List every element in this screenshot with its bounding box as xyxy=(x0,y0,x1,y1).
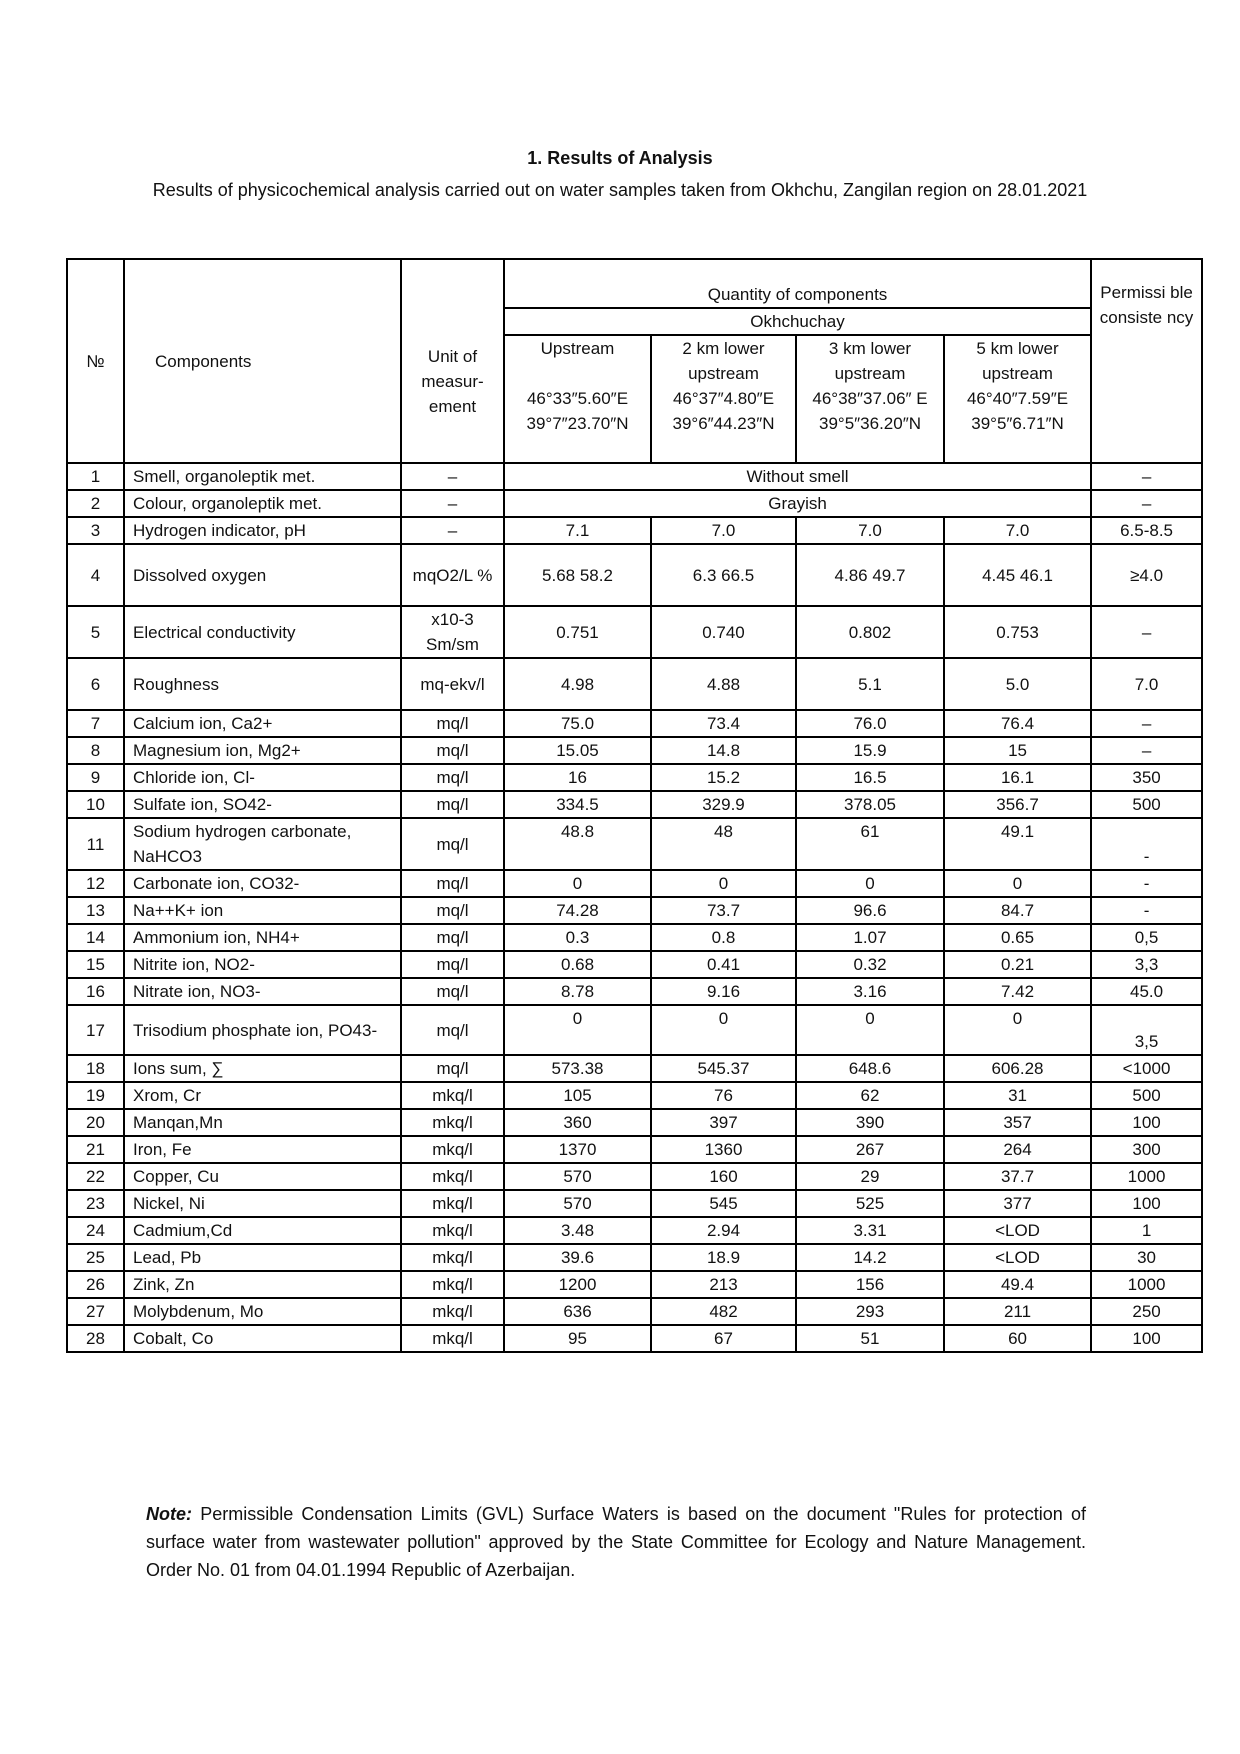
component-name: Chloride ion, Cl- xyxy=(124,764,401,791)
unit-cell: mkq/l xyxy=(401,1190,504,1217)
value-cell: 31 xyxy=(944,1082,1091,1109)
value-cell: 267 xyxy=(796,1136,944,1163)
component-name: Manqan,Mn xyxy=(124,1109,401,1136)
value-cell: 15.05 xyxy=(504,737,651,764)
value-cell: 0.41 xyxy=(651,951,796,978)
value-cell: 636 xyxy=(504,1298,651,1325)
permissible-limit-cell: 350 xyxy=(1091,764,1202,791)
value-cell: 0.65 xyxy=(944,924,1091,951)
permissible-limit-cell: 3,5 xyxy=(1091,1005,1202,1055)
value-cell: 0.740 xyxy=(651,606,796,658)
value-cell: 397 xyxy=(651,1109,796,1136)
value-cell: 570 xyxy=(504,1163,651,1190)
header-site-5km xyxy=(944,335,1091,463)
value-cell: 3.16 xyxy=(796,978,944,1005)
row-number: 11 xyxy=(67,818,124,870)
unit-cell: x10-3 Sm/sm xyxy=(401,606,504,658)
site-name: 5 km lower upstream xyxy=(976,339,1059,383)
component-name: Iron, Fe xyxy=(124,1136,401,1163)
value-cell: <LOD xyxy=(944,1244,1091,1271)
value-cell: 49.1 xyxy=(944,818,1091,870)
component-name: Lead, Pb xyxy=(124,1244,401,1271)
table-row xyxy=(67,818,1202,870)
table-row xyxy=(67,544,1202,606)
value-cell: 76.0 xyxy=(796,710,944,737)
row-number: 25 xyxy=(67,1244,124,1271)
component-name: Dissolved oxygen xyxy=(124,544,401,606)
value-cell: 293 xyxy=(796,1298,944,1325)
section-title: 1. Results of Analysis xyxy=(527,148,713,168)
value-cell: 51 xyxy=(796,1325,944,1352)
row-number: 16 xyxy=(67,978,124,1005)
permissible-limit-cell: - xyxy=(1091,870,1202,897)
component-name: Carbonate ion, CO32- xyxy=(124,870,401,897)
permissible-limit-cell: 1000 xyxy=(1091,1163,1202,1190)
value-cell: 105 xyxy=(504,1082,651,1109)
table-row xyxy=(67,1055,1202,1082)
component-name: Colour, organoleptik met. xyxy=(124,490,401,517)
unit-cell: mq/l xyxy=(401,870,504,897)
value-cell: 67 xyxy=(651,1325,796,1352)
table-row xyxy=(67,1298,1202,1325)
row-number: 14 xyxy=(67,924,124,951)
value-cell: 0.21 xyxy=(944,951,1091,978)
value-cell: 5.1 xyxy=(796,658,944,710)
table-row xyxy=(67,1190,1202,1217)
unit-cell: mkq/l xyxy=(401,1163,504,1190)
value-cell: 9.16 xyxy=(651,978,796,1005)
value-cell: 0 xyxy=(944,870,1091,897)
row-number: 7 xyxy=(67,710,124,737)
table-row xyxy=(67,1109,1202,1136)
value-cell: 211 xyxy=(944,1298,1091,1325)
site-name: 3 km lower upstream xyxy=(828,339,912,383)
value-cell: 0.751 xyxy=(504,606,651,658)
value-cell: 0 xyxy=(944,1005,1091,1055)
value-cell: 3.48 xyxy=(504,1217,651,1244)
header-river: Okhchuchay xyxy=(504,308,1091,335)
component-name: Sulfate ion, SO42- xyxy=(124,791,401,818)
permissible-limit-cell: – xyxy=(1091,737,1202,764)
unit-cell: mq/l xyxy=(401,737,504,764)
permissible-limit-cell: 6.5-8.5 xyxy=(1091,517,1202,544)
component-name: Nickel, Ni xyxy=(124,1190,401,1217)
unit-cell: mq/l xyxy=(401,978,504,1005)
unit-cell: mq/l xyxy=(401,897,504,924)
row-number: 15 xyxy=(67,951,124,978)
value-cell: 84.7 xyxy=(944,897,1091,924)
value-cell: 76 xyxy=(651,1082,796,1109)
value-cell: 0 xyxy=(796,870,944,897)
value-cell: 4.86 49.7 xyxy=(796,544,944,606)
value-cell: 7.0 xyxy=(651,517,796,544)
permissible-limit-cell: 7.0 xyxy=(1091,658,1202,710)
value-cell: 4.88 xyxy=(651,658,796,710)
permissible-limit-cell: 500 xyxy=(1091,791,1202,818)
row-number: 27 xyxy=(67,1298,124,1325)
permissible-limit-cell: 1000 xyxy=(1091,1271,1202,1298)
value-cell: 62 xyxy=(796,1082,944,1109)
value-cell: 648.6 xyxy=(796,1055,944,1082)
row-number: 8 xyxy=(67,737,124,764)
note-label: Note: xyxy=(146,1504,192,1524)
row-number: 1 xyxy=(67,463,124,490)
value-cell: 357 xyxy=(944,1109,1091,1136)
value-cell: 4.45 46.1 xyxy=(944,544,1091,606)
component-name: Copper, Cu xyxy=(124,1163,401,1190)
value-cell: 7.1 xyxy=(504,517,651,544)
header-site-2km xyxy=(651,335,796,463)
header-unit-label: Unit of measur-ement xyxy=(421,346,484,416)
unit-cell: mq/l xyxy=(401,710,504,737)
unit-cell: mq/l xyxy=(401,924,504,951)
value-cell: 5.0 xyxy=(944,658,1091,710)
value-cell: 6.3 66.5 xyxy=(651,544,796,606)
permissible-limit-cell: – xyxy=(1091,463,1202,490)
table-row xyxy=(67,1244,1202,1271)
value-cell: 0.3 xyxy=(504,924,651,951)
table-row xyxy=(67,710,1202,737)
row-number: 13 xyxy=(67,897,124,924)
value-cell: 1360 xyxy=(651,1136,796,1163)
table-row xyxy=(67,737,1202,764)
value-cell: 0.753 xyxy=(944,606,1091,658)
site-coords: 46°37″4.80″E 39°6″44.23″N xyxy=(672,389,775,433)
table-row xyxy=(67,951,1202,978)
permissible-limit-cell: 1 xyxy=(1091,1217,1202,1244)
component-name: Ammonium ion, NH4+ xyxy=(124,924,401,951)
header-permissible: Permissi ble consiste ncy xyxy=(1091,259,1202,463)
value-cell: 5.68 58.2 xyxy=(504,544,651,606)
row-number: 2 xyxy=(67,490,124,517)
note-text: Permissible Condensation Limits (GVL) Surface Waters is based on the document "Rules for protection of surface water from wastewater pollution" approved by the State Committee for Ecology and Nature Management. Order No. 01 from 04.01.1994 Republic of Azerbaijan. xyxy=(146,1504,1086,1580)
value-cell: 573.38 xyxy=(504,1055,651,1082)
header-site-3km xyxy=(796,335,944,463)
row-number: 24 xyxy=(67,1217,124,1244)
value-cell: 0 xyxy=(651,1005,796,1055)
component-name: Molybdenum, Mo xyxy=(124,1298,401,1325)
table-row xyxy=(67,1082,1202,1109)
row-number: 5 xyxy=(67,606,124,658)
permissible-limit-cell: – xyxy=(1091,490,1202,517)
table-row xyxy=(67,1136,1202,1163)
value-cell: 2.94 xyxy=(651,1217,796,1244)
header-unit xyxy=(401,259,504,463)
value-cell: 545 xyxy=(651,1190,796,1217)
permissible-limit-cell: - xyxy=(1091,818,1202,870)
site-name: 2 km lower upstream xyxy=(682,339,765,383)
value-cell: 14.2 xyxy=(796,1244,944,1271)
value-cell: 545.37 xyxy=(651,1055,796,1082)
value-cell: 60 xyxy=(944,1325,1091,1352)
table-row xyxy=(67,870,1202,897)
component-name: Roughness xyxy=(124,658,401,710)
value-cell: 29 xyxy=(796,1163,944,1190)
table-row xyxy=(67,658,1202,710)
unit-cell: – xyxy=(401,463,504,490)
value-cell: 525 xyxy=(796,1190,944,1217)
permissible-limit-cell: <1000 xyxy=(1091,1055,1202,1082)
value-cell: 0.68 xyxy=(504,951,651,978)
component-name: Hydrogen indicator, pH xyxy=(124,517,401,544)
row-number: 21 xyxy=(67,1136,124,1163)
value-cell: 18.9 xyxy=(651,1244,796,1271)
value-cell: <LOD xyxy=(944,1217,1091,1244)
merged-value-cell: Grayish xyxy=(504,490,1091,517)
unit-cell: mkq/l xyxy=(401,1298,504,1325)
value-cell: 264 xyxy=(944,1136,1091,1163)
value-cell: 14.8 xyxy=(651,737,796,764)
unit-cell: mq/l xyxy=(401,951,504,978)
value-cell: 75.0 xyxy=(504,710,651,737)
component-name: Nitrite ion, NO2- xyxy=(124,951,401,978)
component-name: Magnesium ion, Mg2+ xyxy=(124,737,401,764)
permissible-limit-cell: 500 xyxy=(1091,1082,1202,1109)
value-cell: 15.9 xyxy=(796,737,944,764)
component-name: Zink, Zn xyxy=(124,1271,401,1298)
component-name: Sodium hydrogen carbonate, NaHCO3 xyxy=(124,818,401,870)
results-table xyxy=(66,258,1203,1353)
value-cell: 0.32 xyxy=(796,951,944,978)
permissible-limit-cell: – xyxy=(1091,606,1202,658)
table-row xyxy=(67,490,1202,517)
value-cell: 3.31 xyxy=(796,1217,944,1244)
table-row xyxy=(67,924,1202,951)
header-site-upstream xyxy=(504,335,651,463)
value-cell: 0 xyxy=(796,1005,944,1055)
row-number: 3 xyxy=(67,517,124,544)
value-cell: 360 xyxy=(504,1109,651,1136)
value-cell: 160 xyxy=(651,1163,796,1190)
value-cell: 334.5 xyxy=(504,791,651,818)
value-cell: 377 xyxy=(944,1190,1091,1217)
permissible-limit-cell: - xyxy=(1091,897,1202,924)
value-cell: 329.9 xyxy=(651,791,796,818)
value-cell: 0.802 xyxy=(796,606,944,658)
value-cell: 96.6 xyxy=(796,897,944,924)
value-cell: 570 xyxy=(504,1190,651,1217)
header-no: № xyxy=(67,259,124,463)
permissible-limit-cell: ≥4.0 xyxy=(1091,544,1202,606)
row-number: 19 xyxy=(67,1082,124,1109)
permissible-limit-cell: 100 xyxy=(1091,1109,1202,1136)
unit-cell: – xyxy=(401,517,504,544)
value-cell: 356.7 xyxy=(944,791,1091,818)
value-cell: 15 xyxy=(944,737,1091,764)
table-body xyxy=(67,463,1202,1352)
table-row xyxy=(67,978,1202,1005)
row-number: 10 xyxy=(67,791,124,818)
component-name: Trisodium phosphate ion, PO43- xyxy=(124,1005,401,1055)
unit-cell: mkq/l xyxy=(401,1217,504,1244)
component-name: Nitrate ion, NO3- xyxy=(124,978,401,1005)
value-cell: 7.0 xyxy=(796,517,944,544)
value-cell: 49.4 xyxy=(944,1271,1091,1298)
permissible-limit-cell: – xyxy=(1091,710,1202,737)
value-cell: 15.2 xyxy=(651,764,796,791)
document-subtitle: Results of physicochemical analysis carried out on water samples taken from Okhchu, Zangilan region on 28.01.2021 xyxy=(152,180,1088,200)
value-cell: 7.0 xyxy=(944,517,1091,544)
row-number: 22 xyxy=(67,1163,124,1190)
permissible-limit-cell: 3,3 xyxy=(1091,951,1202,978)
header-components: Components xyxy=(124,259,401,463)
value-cell: 482 xyxy=(651,1298,796,1325)
table-row xyxy=(67,791,1202,818)
value-cell: 16.1 xyxy=(944,764,1091,791)
unit-cell: mq/l xyxy=(401,818,504,870)
value-cell: 48 xyxy=(651,818,796,870)
table-row xyxy=(67,517,1202,544)
unit-cell: mq/l xyxy=(401,1055,504,1082)
value-cell: 73.4 xyxy=(651,710,796,737)
row-number: 12 xyxy=(67,870,124,897)
unit-cell: mq/l xyxy=(401,791,504,818)
value-cell: 61 xyxy=(796,818,944,870)
row-number: 23 xyxy=(67,1190,124,1217)
unit-cell: mkq/l xyxy=(401,1325,504,1352)
row-number: 18 xyxy=(67,1055,124,1082)
permissible-limit-cell: 250 xyxy=(1091,1298,1202,1325)
value-cell: 1200 xyxy=(504,1271,651,1298)
table-row xyxy=(67,1163,1202,1190)
row-number: 28 xyxy=(67,1325,124,1352)
permissible-limit-cell: 100 xyxy=(1091,1190,1202,1217)
value-cell: 378.05 xyxy=(796,791,944,818)
component-name: Smell, organoleptik met. xyxy=(124,463,401,490)
component-name: Electrical conductivity xyxy=(124,606,401,658)
unit-cell: mkq/l xyxy=(401,1271,504,1298)
site-coords: 46°38″37.06″ E 39°5″36.20″N xyxy=(812,389,928,433)
value-cell: 39.6 xyxy=(504,1244,651,1271)
value-cell: 1370 xyxy=(504,1136,651,1163)
value-cell: 0 xyxy=(504,870,651,897)
row-number: 9 xyxy=(67,764,124,791)
permissible-limit-cell: 300 xyxy=(1091,1136,1202,1163)
table-row xyxy=(67,1005,1202,1055)
value-cell: 213 xyxy=(651,1271,796,1298)
unit-cell: mq-ekv/l xyxy=(401,658,504,710)
value-cell: 156 xyxy=(796,1271,944,1298)
merged-value-cell: Without smell xyxy=(504,463,1091,490)
unit-cell: mq/l xyxy=(401,764,504,791)
footnote xyxy=(146,1500,1086,1584)
table-row xyxy=(67,606,1202,658)
value-cell: 1.07 xyxy=(796,924,944,951)
site-coords: 46°40″7.59″E 39°5″6.71″N xyxy=(966,389,1069,433)
table-row xyxy=(67,1217,1202,1244)
unit-cell: mkq/l xyxy=(401,1109,504,1136)
component-name: Xrom, Cr xyxy=(124,1082,401,1109)
unit-cell: – xyxy=(401,490,504,517)
value-cell: 7.42 xyxy=(944,978,1091,1005)
value-cell: 73.7 xyxy=(651,897,796,924)
permissible-limit-cell: 0,5 xyxy=(1091,924,1202,951)
value-cell: 74.28 xyxy=(504,897,651,924)
row-number: 26 xyxy=(67,1271,124,1298)
table-row xyxy=(67,463,1202,490)
unit-cell: mkq/l xyxy=(401,1244,504,1271)
value-cell: 606.28 xyxy=(944,1055,1091,1082)
value-cell: 8.78 xyxy=(504,978,651,1005)
value-cell: 4.98 xyxy=(504,658,651,710)
permissible-limit-cell: 100 xyxy=(1091,1325,1202,1352)
permissible-limit-cell: 45.0 xyxy=(1091,978,1202,1005)
permissible-limit-cell: 30 xyxy=(1091,1244,1202,1271)
value-cell: 0 xyxy=(651,870,796,897)
value-cell: 76.4 xyxy=(944,710,1091,737)
row-number: 4 xyxy=(67,544,124,606)
table-row xyxy=(67,1271,1202,1298)
component-name: Cadmium,Cd xyxy=(124,1217,401,1244)
table-row xyxy=(67,764,1202,791)
table-row xyxy=(67,897,1202,924)
header-quantity: Quantity of components xyxy=(504,259,1091,308)
unit-cell: mkq/l xyxy=(401,1136,504,1163)
site-coords: 46°33″5.60″E 39°7″23.70″N xyxy=(526,389,629,433)
value-cell: 16 xyxy=(504,764,651,791)
value-cell: 16.5 xyxy=(796,764,944,791)
component-name: Ions sum, ∑ xyxy=(124,1055,401,1082)
value-cell: 390 xyxy=(796,1109,944,1136)
row-number: 17 xyxy=(67,1005,124,1055)
unit-cell: mqO2/L % xyxy=(401,544,504,606)
unit-cell: mq/l xyxy=(401,1005,504,1055)
row-number: 6 xyxy=(67,658,124,710)
table-row xyxy=(67,1325,1202,1352)
unit-cell: mkq/l xyxy=(401,1082,504,1109)
site-name: Upstream xyxy=(540,339,615,358)
value-cell: 37.7 xyxy=(944,1163,1091,1190)
row-number: 20 xyxy=(67,1109,124,1136)
value-cell: 48.8 xyxy=(504,818,651,870)
value-cell: 0.8 xyxy=(651,924,796,951)
component-name: Cobalt, Co xyxy=(124,1325,401,1352)
value-cell: 0 xyxy=(504,1005,651,1055)
component-name: Calcium ion, Ca2+ xyxy=(124,710,401,737)
value-cell: 95 xyxy=(504,1325,651,1352)
component-name: Na++K+ ion xyxy=(124,897,401,924)
